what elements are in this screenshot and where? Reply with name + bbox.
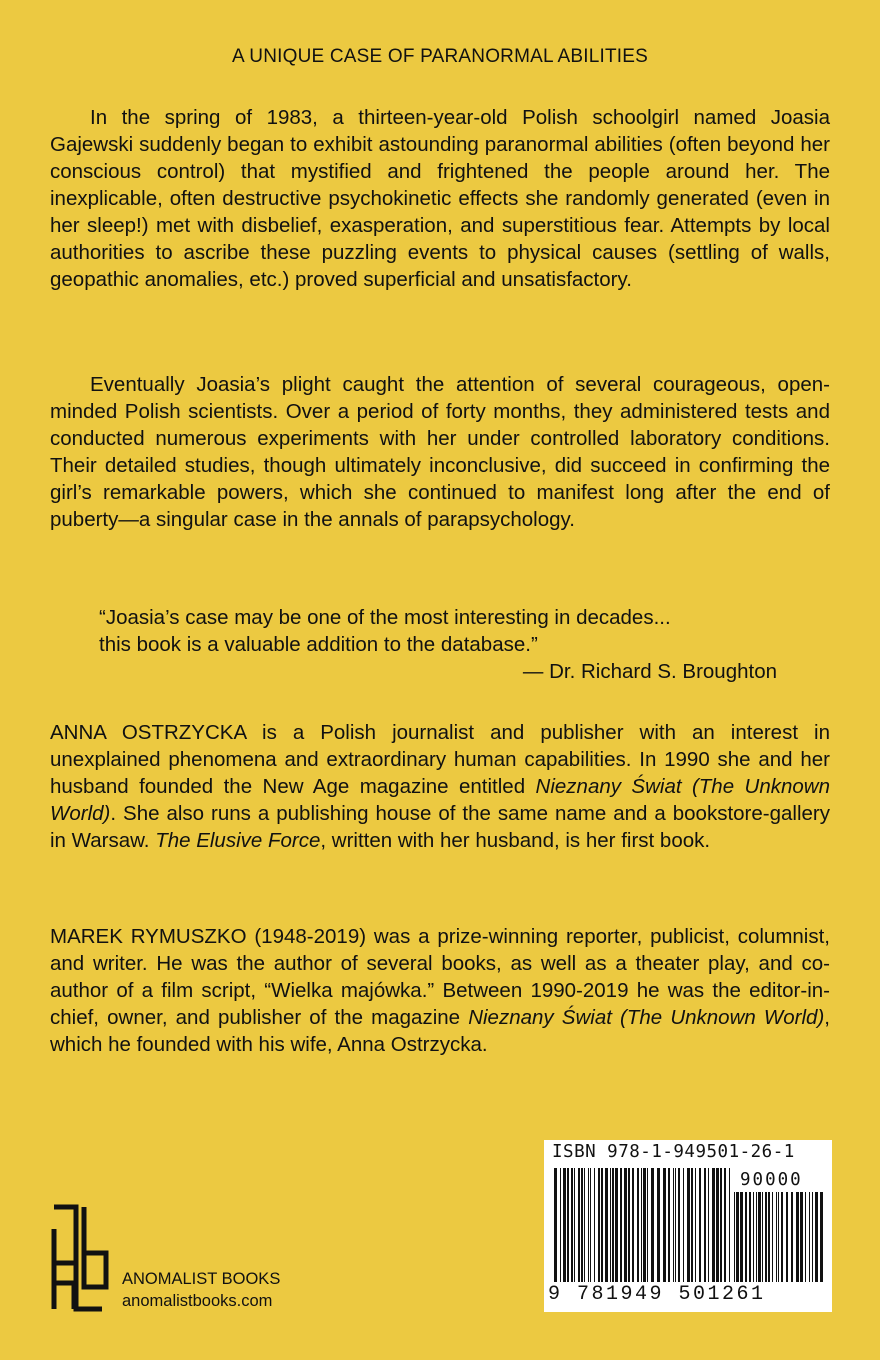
barcode-bar <box>615 1168 618 1282</box>
barcode-bar <box>720 1168 722 1282</box>
barcode-bar <box>736 1192 739 1282</box>
barcode-bar <box>695 1168 696 1282</box>
barcode-bar <box>772 1192 773 1282</box>
barcode-bar <box>601 1168 603 1282</box>
barcode-bar <box>776 1192 777 1282</box>
barcode-bar <box>740 1192 743 1282</box>
barcode-bar <box>632 1168 634 1282</box>
synopsis-paragraph-1: In the spring of 1983, a thirteen-year-old Polish schoolgirl named Joasia Gajewski suddenly began to exhibit astounding paranormal abilities (often beyond her conscious control) that mystified and frightened the people around her. The inexplicable, often destructive psychokinetic effects she randomly generated (even in her sleep!) met with disbelief, exasperation, and superstitious fear. Attempts by local authorities to ascribe these puzzling events to physical causes (settling of walls, geopathic anomalies, etc.) proved superficial and unsatisfactory. <box>50 106 830 291</box>
barcode-bar <box>574 1168 575 1282</box>
barcode-bar <box>668 1168 670 1282</box>
barcode-bar <box>716 1168 719 1282</box>
barcode-bar <box>605 1168 608 1282</box>
barcode-bar <box>560 1168 561 1282</box>
barcode-bar <box>581 1168 583 1282</box>
bio-anna-magazine-title: Nieznany Świat (The Unknown World) <box>50 775 830 825</box>
barcode-bar <box>563 1168 566 1282</box>
quote-line-1: “Joasia’s case may be one of the most interesting in decades... <box>99 606 671 629</box>
barcode-bar <box>815 1192 818 1282</box>
barcode-bar <box>628 1168 630 1282</box>
barcode-bar <box>590 1168 591 1282</box>
bio-marek-text-1: (1948-2019) was a prize-winning reporter, publicist, columnist, and writer. He was the author of several books, as well as a theater play, and co-author of a film script, “Wielka majówka.” Between 1990-2019 he was the editor-in-chief, owner, and publisher of the magazine <box>50 925 830 1029</box>
barcode-bar <box>786 1192 788 1282</box>
barcode-bar <box>729 1168 730 1282</box>
bio-anna-book-title: The Elusive Force <box>155 829 321 852</box>
barcode-bar <box>567 1168 569 1282</box>
bio-anna-text-3: , written with her husband, is her first book. <box>320 829 711 852</box>
barcode-bar <box>712 1168 715 1282</box>
barcode-bar <box>610 1168 611 1282</box>
publisher-block <box>122 1268 280 1312</box>
barcode-bar <box>765 1192 767 1282</box>
barcode-bar <box>620 1168 622 1282</box>
barcode-bar <box>699 1168 701 1282</box>
anomalist-logo-icon <box>50 1203 110 1313</box>
bio-anna-text-2: . She also runs a publishing house of the same name and a bookstore-gallery in Warsaw. <box>50 802 830 852</box>
barcode-bar <box>643 1168 646 1282</box>
barcode-bar <box>796 1192 799 1282</box>
barcode-bar <box>753 1192 754 1282</box>
price-code-text: 90000 <box>740 1170 803 1190</box>
barcode-bar <box>571 1168 573 1282</box>
barcode-bar <box>800 1192 803 1282</box>
barcode-bar <box>762 1192 763 1282</box>
barcode-bar <box>594 1168 595 1282</box>
barcode-bar <box>691 1168 693 1282</box>
barcode-bar <box>683 1168 684 1282</box>
barcode-bar <box>624 1168 627 1282</box>
barcode-bar <box>758 1192 761 1282</box>
publisher-name: ANOMALIST BOOKS <box>122 1270 281 1288</box>
barcode-bar <box>820 1192 823 1282</box>
barcode-bar <box>663 1168 666 1282</box>
barcode-bar <box>749 1192 751 1282</box>
barcode-bar <box>637 1168 639 1282</box>
barcode-bar <box>678 1168 680 1282</box>
bio-anna-text-1: is a Polish journalist and publisher with an interest in unexplained phenomena and extraordinary human capabilities. In 1990 she and her husband founded the New Age magazine entitled <box>50 721 830 798</box>
barcode-bar <box>791 1192 793 1282</box>
barcode-bar <box>778 1192 779 1282</box>
author-name-marek: MAREK RYMUSZKO <box>50 925 247 948</box>
author-bio-anna <box>50 719 830 854</box>
isbn-text: ISBN 978-1-949501-26-1 <box>552 1142 795 1162</box>
barcode-bar <box>578 1168 580 1282</box>
barcode-bars-addon <box>734 1192 824 1282</box>
publisher-url: anomalistbooks.com <box>122 1292 273 1310</box>
quote-line-2: this book is a valuable addition to the database.” <box>99 633 538 656</box>
barcode-bar <box>612 1168 614 1282</box>
barcode-bar <box>588 1168 589 1282</box>
synopsis-paragraph-2: Eventually Joasia’s plight caught the attention of several courageous, open-minded Polish scientists. Over a period of forty months, they administered tests and conducted numerous experiments with her under controlled laboratory conditions. Their detailed studies, though ultimately inconclusive, did succeed in confirming the girl’s remarkable powers, which she continued to manifest long after the end of puberty—a singular case in the annals of parapsychology. <box>50 373 830 531</box>
bio-marek-text-2: , which he founded with his wife, Anna Ostrzycka. <box>50 1006 830 1056</box>
barcode-bar <box>687 1168 690 1282</box>
barcode-bar <box>805 1192 806 1282</box>
barcode-bar <box>673 1168 674 1282</box>
barcode-bar <box>651 1168 654 1282</box>
barcode-bar <box>657 1168 660 1282</box>
barcode-bar <box>704 1168 706 1282</box>
quote-attribution: — Dr. Richard S. Broughton <box>522 660 777 683</box>
isbn-barcode <box>544 1140 832 1312</box>
barcode-bar <box>756 1192 757 1282</box>
barcode-bar <box>809 1192 810 1282</box>
author-bio-marek <box>50 923 830 1058</box>
back-cover-heading: A UNIQUE CASE OF PARANORMAL ABILITIES <box>231 46 648 67</box>
barcode-bar <box>781 1192 783 1282</box>
barcode-bars-main <box>554 1168 730 1282</box>
barcode-bar <box>724 1168 726 1282</box>
barcode-bar <box>768 1192 770 1282</box>
barcode-bar <box>598 1168 600 1282</box>
author-name-anna: ANNA OSTRZYCKA <box>50 721 246 744</box>
barcode-bar <box>647 1168 648 1282</box>
bio-marek-magazine-title: Nieznany Świat (The Unknown World) <box>468 1006 825 1029</box>
barcode-bar <box>641 1168 642 1282</box>
barcode-bar <box>745 1192 747 1282</box>
barcode-bar <box>734 1192 735 1282</box>
barcode-bar <box>675 1168 676 1282</box>
barcode-bar <box>708 1168 709 1282</box>
endorsement-quote <box>99 604 789 685</box>
barcode-bar <box>584 1168 585 1282</box>
barcode-bar <box>812 1192 813 1282</box>
barcode-digits: 9 781949 501261 <box>548 1283 766 1306</box>
barcode-bar <box>554 1168 557 1282</box>
